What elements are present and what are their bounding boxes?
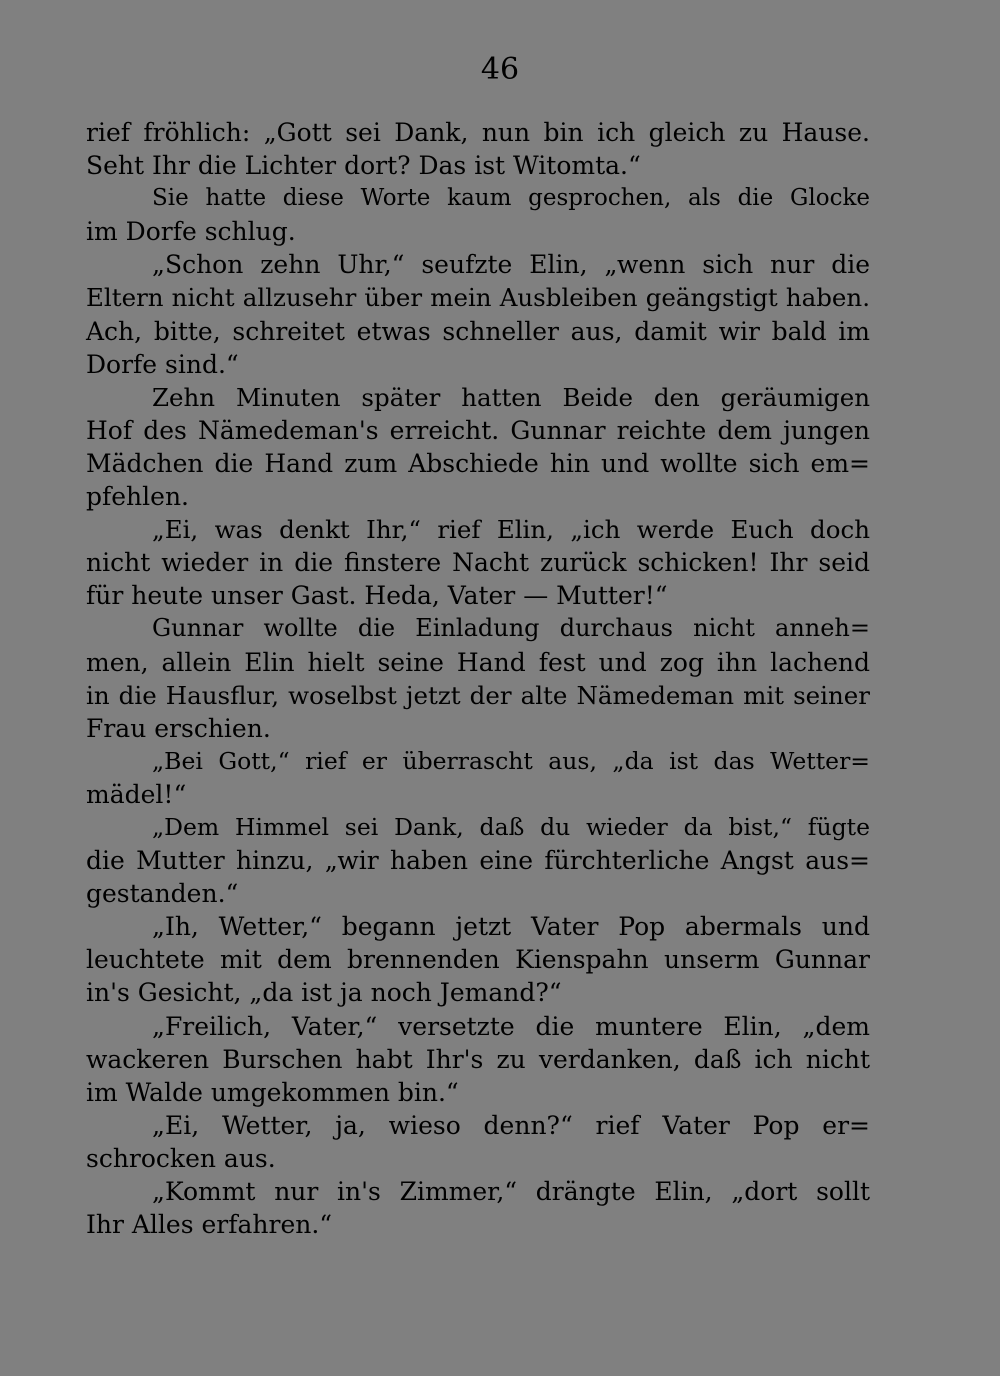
text-line: im Dorfe schlug.	[86, 217, 296, 247]
text-line: in's Gesicht, „da ist ja noch Jemand?“	[86, 978, 562, 1008]
text-line: gestanden.“	[86, 879, 239, 909]
text-line: Frau erschien.	[86, 713, 271, 743]
text-line: Sie hatte diese Worte kaum gesprochen, als die Glocke	[152, 185, 870, 212]
text-line: „Ei, Wetter, ja, wieso denn?“ rief Vater Pop er=	[152, 1110, 870, 1140]
body-text	[86, 116, 870, 1241]
text-line: Ihr Alles erfahren.“	[86, 1210, 333, 1240]
text-line: „Dem Himmel sei Dank, daß du wieder da bist,“ fügte	[152, 812, 870, 841]
text-line: men, allein Elin hielt seine Hand fest und zog ihn lachend	[86, 647, 870, 677]
text-line: mädel!“	[86, 779, 187, 809]
text-line: „Ei, was denkt Ihr,“ rief Elin, „ich werde Euch doch	[152, 515, 870, 545]
text-line: „Kommt nur in's Zimmer,“ drängte Elin, „dort sollt	[152, 1177, 870, 1206]
text-line: pfehlen.	[86, 482, 189, 512]
text-line: „Schon zehn Uhr,“ seufzte Elin, „wenn sich nur die	[152, 250, 870, 280]
text-line: Seht Ihr die Lichter dort? Das ist Witomta.“	[86, 151, 641, 181]
text-line: rief fröhlich: „Gott sei Dank, nun bin ich gleich zu Hause.	[86, 118, 870, 147]
text-line: Gunnar wollte die Einladung durchaus nicht anneh=	[152, 614, 870, 643]
text-line: „Ih, Wetter,“ begann jetzt Vater Pop abermals und	[152, 912, 870, 942]
text-line: Zehn Minuten später hatten Beide den geräumigen	[152, 382, 870, 412]
text-line: schrocken aus.	[86, 1143, 276, 1173]
text-line: die Mutter hinzu, „wir haben eine fürchterliche Angst aus=	[86, 846, 870, 876]
text-line: Ach, bitte, schreitet etwas schneller aus, damit wir bald im	[86, 316, 870, 346]
text-line: Dorfe sind.“	[86, 349, 239, 379]
text-line: „Bei Gott,“ rief er überrascht aus, „da ist das Wetter=	[152, 746, 870, 775]
text-line: für heute unser Gast. Heda, Vater — Mutter!“	[86, 581, 668, 611]
text-line: Eltern nicht allzusehr über mein Ausbleiben geängstigt haben.	[86, 283, 870, 313]
page-number: 46	[480, 52, 520, 87]
text-line: „Freilich, Vater,“ versetzte die muntere Elin, „dem	[152, 1011, 870, 1041]
text-line: Hof des Nämedeman's erreicht. Gunnar reichte dem jungen	[86, 415, 870, 445]
text-line: leuchtete mit dem brennenden Kienspahn unserm Gunnar	[86, 945, 870, 975]
text-line: nicht wieder in die finstere Nacht zurück schicken! Ihr seid	[86, 548, 870, 578]
text-line: wackeren Burschen habt Ihr's zu verdanken, daß ich nicht	[86, 1044, 870, 1074]
text-line: Mädchen die Hand zum Abschiede hin und wollte sich em=	[86, 448, 870, 478]
text-line: in die Hausflur, woselbst jetzt der alte Nämedeman mit seiner	[86, 680, 870, 710]
text-line: im Walde umgekommen bin.“	[86, 1077, 459, 1107]
